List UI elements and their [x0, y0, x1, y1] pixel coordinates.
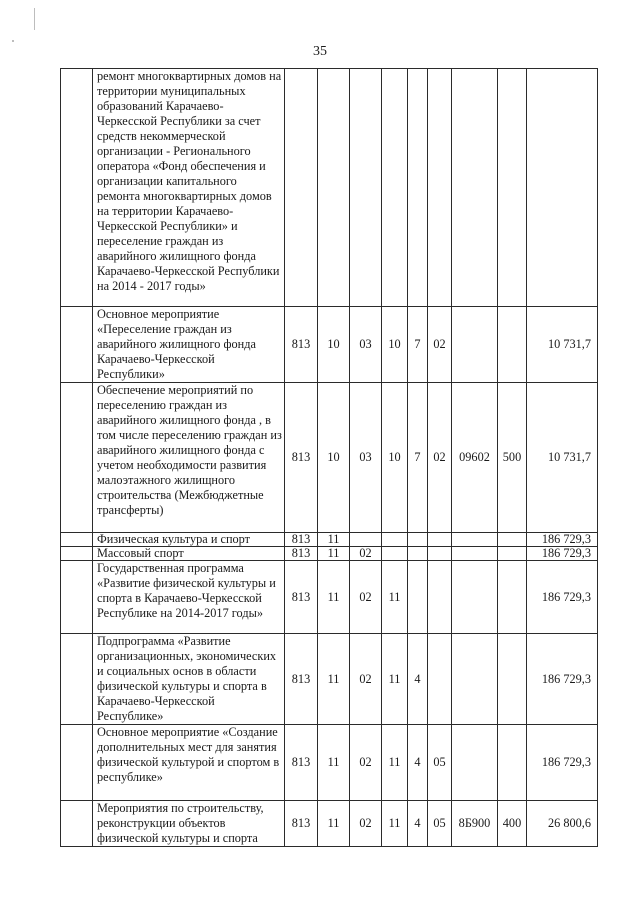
direction-code [452, 561, 498, 634]
measure-code: 02 [428, 307, 452, 383]
index-cell [61, 307, 93, 383]
item-name: Обеспечение мероприятий по переселению граждан из аварийного жилищного фонда , в том числе переселению граждан из аварийного жилищного фонда с учетом необходимости развития малоэтажного жилищного строительства (Межбюджетные трансферты) [93, 383, 285, 533]
section-code: 11 [318, 561, 350, 634]
ved-code [285, 69, 318, 307]
subsection-code [350, 69, 382, 307]
direction-code [452, 634, 498, 725]
section-code [318, 69, 350, 307]
expense-type-code [498, 725, 527, 801]
direction-code: 8Б900 [452, 801, 498, 847]
amount: 10 731,7 [527, 383, 598, 533]
measure-code [428, 69, 452, 307]
subsection-code: 02 [350, 801, 382, 847]
expense-type-code [498, 69, 527, 307]
expense-type-code [498, 561, 527, 634]
measure-code: 05 [428, 725, 452, 801]
program-code: 11 [382, 725, 408, 801]
subprogram-code [408, 69, 428, 307]
amount: 186 729,3 [527, 561, 598, 634]
index-cell [61, 634, 93, 725]
program-code: 11 [382, 561, 408, 634]
expense-type-code: 500 [498, 383, 527, 533]
expense-type-code [498, 533, 527, 547]
item-name: Подпрограмма «Развитие организационных, экономических и социальных основ в области физической культуры и спорта в Карачаево-Черкесской Республике» [93, 634, 285, 725]
item-name: Физическая культура и спорт [93, 533, 285, 547]
expense-type-code [498, 547, 527, 561]
direction-code [452, 307, 498, 383]
index-cell [61, 533, 93, 547]
program-code: 10 [382, 383, 408, 533]
ved-code: 813 [285, 547, 318, 561]
item-name: Мероприятия по строительству, реконструкции объектов физической культуры и спорта [93, 801, 285, 847]
budget-table [60, 68, 598, 847]
ved-code: 813 [285, 801, 318, 847]
subprogram-code: 4 [408, 634, 428, 725]
index-cell [61, 561, 93, 634]
direction-code: 09602 [452, 383, 498, 533]
measure-code [428, 547, 452, 561]
ved-code: 813 [285, 725, 318, 801]
ved-code: 813 [285, 533, 318, 547]
subprogram-code: 7 [408, 383, 428, 533]
subprogram-code [408, 561, 428, 634]
subsection-code [350, 533, 382, 547]
subprogram-code [408, 533, 428, 547]
subprogram-code: 4 [408, 801, 428, 847]
amount: 10 731,7 [527, 307, 598, 383]
measure-code [428, 634, 452, 725]
program-code [382, 547, 408, 561]
scan-mark-1 [12, 40, 14, 42]
subprogram-code [408, 547, 428, 561]
section-code: 11 [318, 725, 350, 801]
item-name: ремонт многоквартирных домов на территории муниципальных образований Карачаево-Черкесской Республики за счет средств некоммерческой организации - Регионального оператора «Фонд обеспечения и организации капитального ремонта многоквартирных домов на территории Карачаево-Черкесской Республики» и переселение граждан из аварийного жилищного фонда Карачаево-Черкесской Республики на 2014 - 2017 годы» [93, 69, 285, 307]
table-row [61, 561, 598, 634]
scan-mark-2 [34, 8, 35, 30]
ved-code: 813 [285, 307, 318, 383]
program-code: 11 [382, 801, 408, 847]
item-name: Основное мероприятие «Переселение граждан из аварийного жилищного фонда Карачаево-Черкесской Республики» [93, 307, 285, 383]
measure-code: 05 [428, 801, 452, 847]
direction-code [452, 533, 498, 547]
table-row [61, 69, 598, 307]
amount: 186 729,3 [527, 634, 598, 725]
measure-code [428, 561, 452, 634]
section-code: 10 [318, 383, 350, 533]
index-cell [61, 69, 93, 307]
amount: 186 729,3 [527, 725, 598, 801]
direction-code [452, 725, 498, 801]
measure-code [428, 533, 452, 547]
subsection-code: 03 [350, 383, 382, 533]
measure-code: 02 [428, 383, 452, 533]
index-cell [61, 383, 93, 533]
ved-code: 813 [285, 561, 318, 634]
table-row [61, 801, 598, 847]
ved-code: 813 [285, 383, 318, 533]
program-code: 11 [382, 634, 408, 725]
subsection-code: 02 [350, 561, 382, 634]
section-code: 11 [318, 533, 350, 547]
table-row [61, 725, 598, 801]
index-cell [61, 547, 93, 561]
amount: 186 729,3 [527, 533, 598, 547]
program-code: 10 [382, 307, 408, 383]
table-row [61, 307, 598, 383]
table-row [61, 533, 598, 547]
expense-type-code [498, 634, 527, 725]
item-name: Основное мероприятие «Создание дополнительных мест для занятия физической культурой и спортом в республике» [93, 725, 285, 801]
program-code [382, 69, 408, 307]
subsection-code: 02 [350, 725, 382, 801]
section-code: 10 [318, 307, 350, 383]
amount: 186 729,3 [527, 547, 598, 561]
subprogram-code: 4 [408, 725, 428, 801]
ved-code: 813 [285, 634, 318, 725]
table-row [61, 383, 598, 533]
section-code: 11 [318, 801, 350, 847]
section-code: 11 [318, 547, 350, 561]
section-code: 11 [318, 634, 350, 725]
subsection-code: 02 [350, 634, 382, 725]
index-cell [61, 725, 93, 801]
direction-code [452, 69, 498, 307]
subsection-code: 02 [350, 547, 382, 561]
subprogram-code: 7 [408, 307, 428, 383]
program-code [382, 533, 408, 547]
item-name: Государственная программа «Развитие физической культуры и спорта в Карачаево-Черкесской Республике на 2014-2017 годы» [93, 561, 285, 634]
index-cell [61, 801, 93, 847]
table-row [61, 634, 598, 725]
amount [527, 69, 598, 307]
direction-code [452, 547, 498, 561]
amount: 26 800,6 [527, 801, 598, 847]
subsection-code: 03 [350, 307, 382, 383]
expense-type-code [498, 307, 527, 383]
expense-type-code: 400 [498, 801, 527, 847]
page-number: 35 [313, 44, 327, 59]
item-name: Массовый спорт [93, 547, 285, 561]
table-row [61, 547, 598, 561]
